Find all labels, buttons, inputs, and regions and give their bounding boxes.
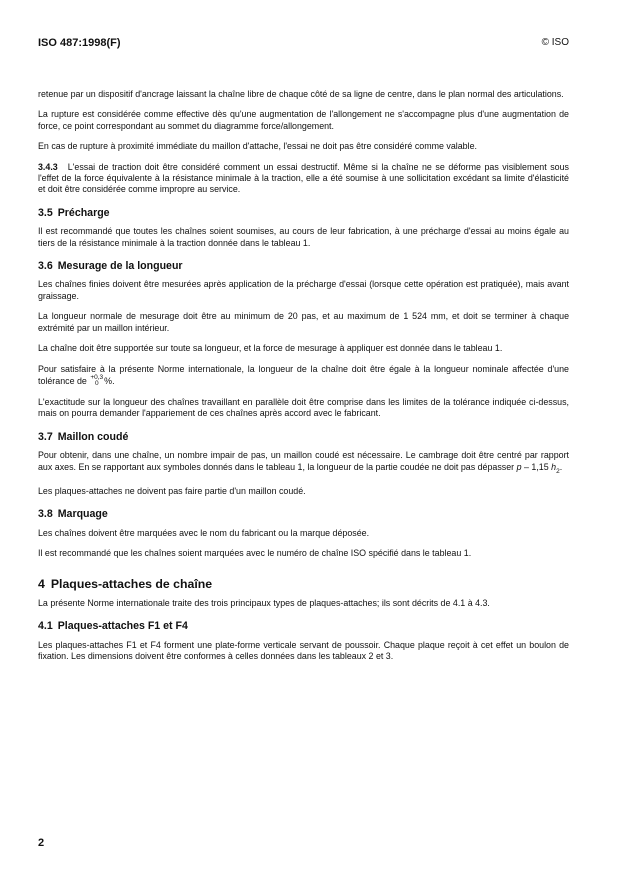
section-heading-3-5	[38, 208, 569, 219]
paragraph: Les chaînes doivent être marquées avec le nom du fabricant ou la marque déposée.	[38, 527, 370, 538]
paragraph: La présente Norme internationale traite des trois principaux types de plaques-attaches; ils sont décrits de 4.1 à 4.3.	[38, 597, 490, 608]
section-title: Plaques-attaches de chaîne	[50, 577, 213, 592]
paragraph: Il est recommandé que toutes les chaînes soient soumises, au cours de leur fabrication, à une précharge d'essai au moins égale au tiers de la résistance minimale à la traction donnée dans le tableau 1.	[38, 226, 569, 248]
section-number: 3.8	[38, 508, 53, 521]
tolerance-upper: +0,3	[90, 373, 104, 381]
section-heading-4	[38, 579, 569, 590]
text-run: – 1,15	[521, 461, 552, 472]
text-run: .	[559, 461, 563, 472]
paragraph: La longueur normale de mesurage doit être au minimum de 20 pas, et au maximum de 1 524 mm, et doit se terminer à chaque extrémité par un maillon intérieur.	[38, 311, 569, 333]
symbol-p: p	[516, 461, 522, 472]
section-number: 3.5	[38, 206, 53, 219]
paragraph-formula	[38, 450, 569, 477]
paragraph: Les plaques-attaches ne doivent pas faire partie d'un maillon coudé.	[38, 485, 306, 496]
tolerance-value	[90, 375, 103, 388]
section-number: 4	[38, 577, 45, 592]
paragraph: Les chaînes finies doivent être mesurées après application de la précharge d'essai (lorsque cette opération est pratiquée), mais avant graissage.	[38, 279, 569, 301]
section-title: Marquage	[57, 508, 108, 521]
tolerance-lower: 0	[94, 380, 99, 388]
section-number: 3.6	[38, 260, 53, 273]
paragraph: Les plaques-attaches F1 et F4 forment une plate-forme verticale servant de poussoir. Chaque plaque reçoit à cet effet un boulon de fixation. Les dimensions doivent être conformes à celles données dans les tableaux 2 et 3.	[38, 639, 569, 661]
subscript: 2	[556, 467, 560, 475]
clause-3-4-3	[38, 162, 569, 196]
section-number: 4.1	[38, 620, 53, 633]
clause-number: 3.4.3	[38, 161, 58, 172]
section-heading-3-8	[38, 509, 569, 520]
paragraph: retenue par un dispositif d'ancrage laissant la chaîne libre de chaque côté de sa ligne de centre, dans le plan normal des articulations.	[38, 89, 564, 99]
section-number: 3.7	[38, 430, 53, 443]
section-title: Maillon coudé	[57, 430, 129, 443]
clause-text: L'essai de traction doit être considéré comment un essai destructif. Même si la chaîne ne se déforme pas visiblement sous l'effet de la force équivalente à la résistance minimale à la traction, elle a été soumise à une sollicitation excédant sa limite d'élasticité et doit être considérée comme impropre au service.	[38, 161, 569, 195]
paragraph: La rupture est considérée comme effective dès qu'une augmentation de l'allongement ne s'accompagne plus d'une augmentation de force, ce point correspondant au sommet du diagramme force/allongement.	[38, 109, 569, 131]
paragraph-tolerance	[38, 364, 569, 388]
paragraph: La chaîne doit être supportée sur toute sa longueur, et la force de mesurage à appliquer est donnée dans le tableau 1.	[38, 343, 503, 354]
page-number: 2	[38, 837, 45, 849]
text-run: Pour satisfaire à la présente Norme internationale, la longueur de la chaîne doit être égale à la longueur nominale affectée d'une tolérance de	[38, 363, 569, 386]
paragraph: En cas de rupture à proximité immédiate du maillon d'attache, l'essai ne doit pas être considéré comme valable.	[38, 141, 477, 152]
section-heading-3-7	[38, 432, 569, 443]
symbol-h: h	[551, 461, 557, 472]
section-heading-3-6	[38, 261, 569, 272]
page-header	[38, 37, 569, 53]
text-run: Pour obtenir, dans une chaîne, un nombre impair de pas, un maillon coudé est nécessaire. Le cambrage doit être centré par rapport aux axes. En se rapportant aux symboles donnés dans le tableau 1, la longueur de la partie coudée ne doit pas dépasser	[38, 450, 569, 472]
section-title: Mesurage de la longueur	[57, 260, 183, 273]
paragraph: L'exactitude sur la longueur des chaînes travaillant en parallèle doit être comprise dans les limites de la tolérance indiquée ci-dessus, mais on pourra demander l'appariement de ces chaînes après accord avec le fabricant.	[38, 396, 569, 419]
copyright-notice: © ISO	[541, 37, 569, 48]
section-heading-4-1	[38, 621, 569, 632]
paragraph: Il est recommandé que les chaînes soient marquées avec le numéro de chaîne ISO spécifié dans le tableau 1.	[38, 547, 472, 558]
section-title: Plaques-attaches F1 et F4	[57, 620, 188, 633]
text-run: %.	[104, 375, 115, 386]
document-id: ISO 487:1998(F)	[38, 37, 121, 49]
document-body	[38, 89, 569, 671]
section-title: Précharge	[57, 206, 110, 219]
